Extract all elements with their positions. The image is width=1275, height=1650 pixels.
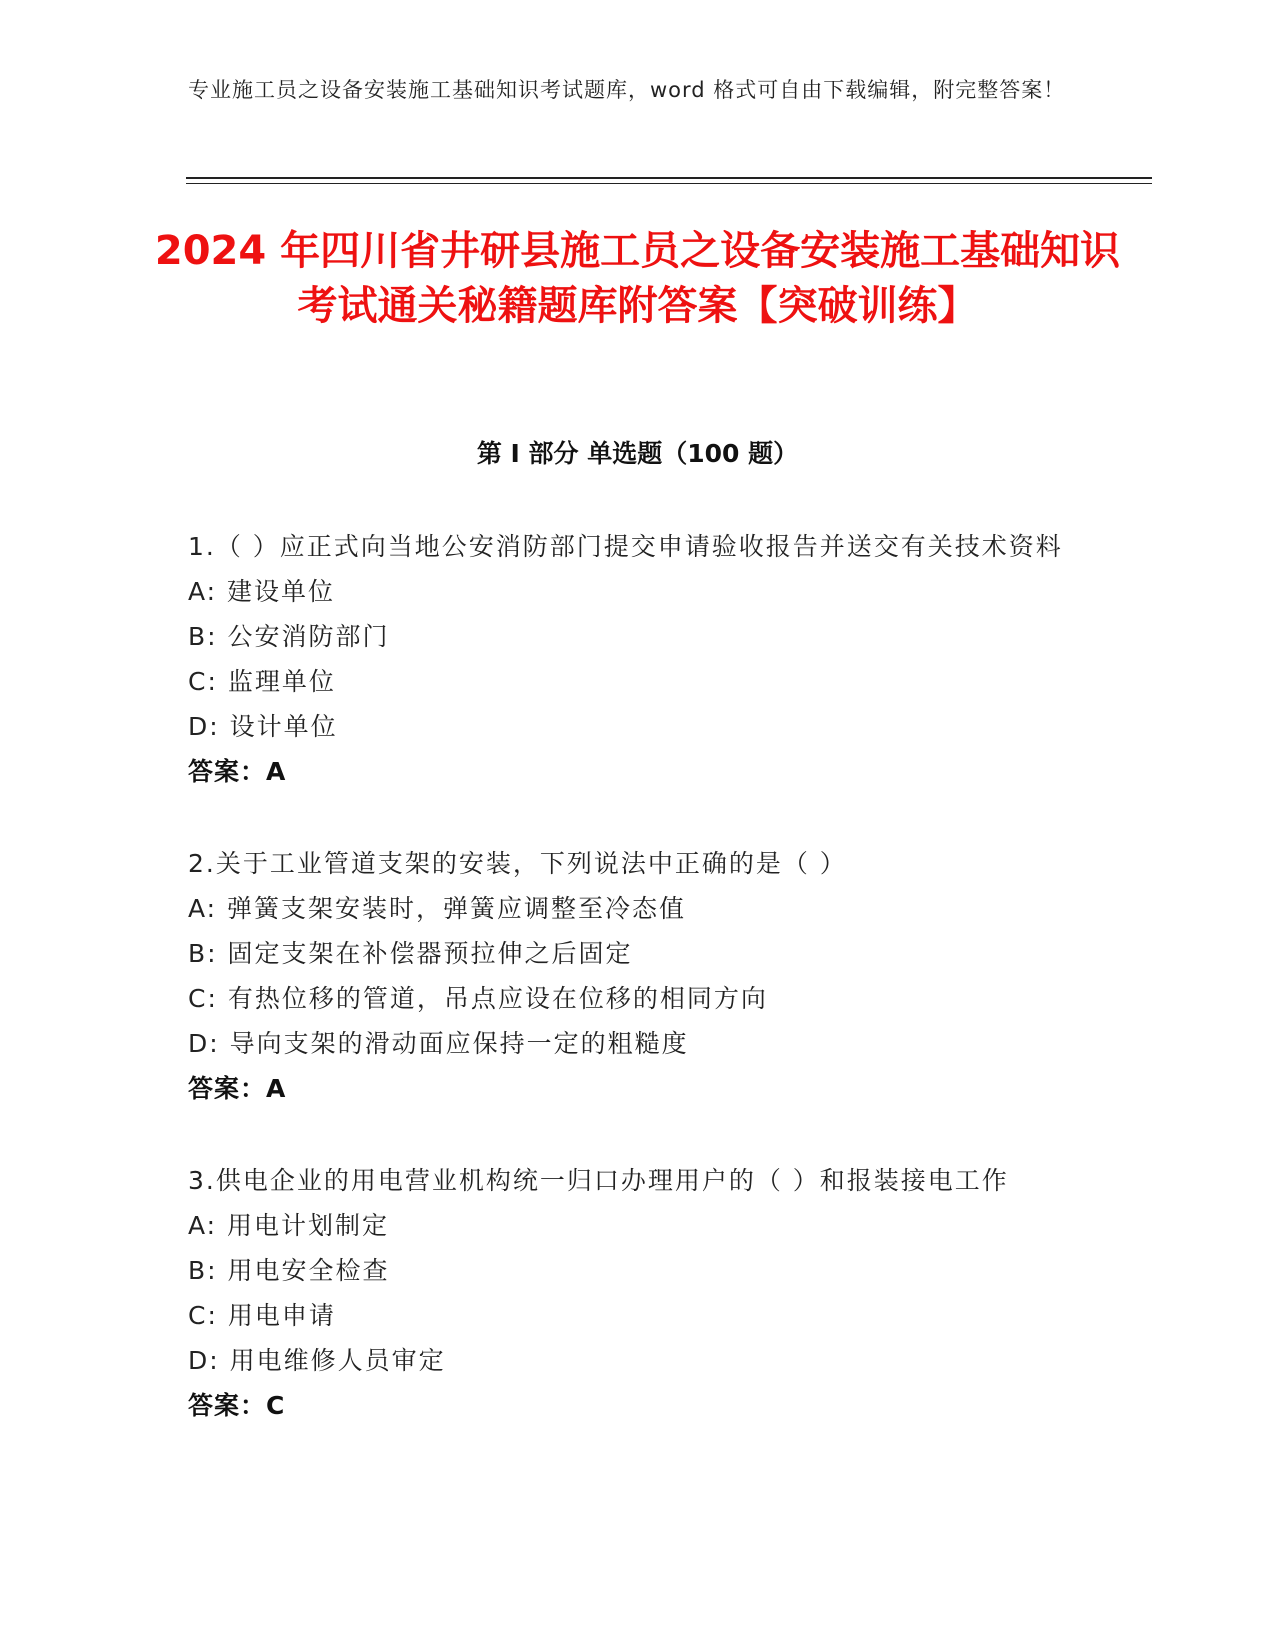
- option-a: A: 建设单位: [188, 577, 336, 606]
- question-stem: 2.关于工业管道支架的安装，下列说法中正确的是（ ）: [188, 849, 847, 878]
- option-b: B: 公安消防部门: [188, 622, 390, 651]
- header-divider-thick: [186, 177, 1152, 179]
- option-c: C: 用电申请: [188, 1301, 336, 1330]
- question-stem: 3.供电企业的用电营业机构统一归口办理用户的（ ）和报装接电工作: [188, 1166, 1009, 1195]
- section-title: 第 I 部分 单选题（100 题）: [476, 439, 799, 468]
- option-d: D: 设计单位: [188, 712, 338, 741]
- header-divider-thin: [186, 183, 1152, 184]
- option-b: B: 用电安全检查: [188, 1256, 390, 1285]
- question-3: [188, 1158, 1088, 1428]
- option-c: C: 监理单位: [188, 667, 336, 696]
- document-title: 2024 年四川省井研县施工员之设备安装施工基础知识考试通关秘籍题库附答案【突破训练】: [154, 228, 1121, 329]
- header-note: 专业施工员之设备安装施工基础知识考试题库，word 格式可自由下载编辑，附完整答案！: [188, 78, 1066, 102]
- answer: 答案：A: [188, 757, 287, 786]
- option-d: D: 导向支架的滑动面应保持一定的粗糙度: [188, 1029, 689, 1058]
- answer: 答案：A: [188, 1074, 287, 1103]
- answer: 答案：C: [188, 1391, 286, 1420]
- question-stem: 1.（ ）应正式向当地公安消防部门提交申请验收报告并送交有关技术资料: [188, 532, 1063, 561]
- option-a: A: 用电计划制定: [188, 1211, 390, 1240]
- question-list: [188, 524, 1088, 1475]
- option-c: C: 有热位移的管道，吊点应设在位移的相同方向: [188, 984, 768, 1013]
- option-a: A: 弹簧支架安装时，弹簧应调整至冷态值: [188, 894, 687, 923]
- option-d: D: 用电维修人员审定: [188, 1346, 446, 1375]
- question-1: [188, 524, 1088, 794]
- question-2: [188, 841, 1088, 1111]
- option-b: B: 固定支架在补偿器预拉伸之后固定: [188, 939, 633, 968]
